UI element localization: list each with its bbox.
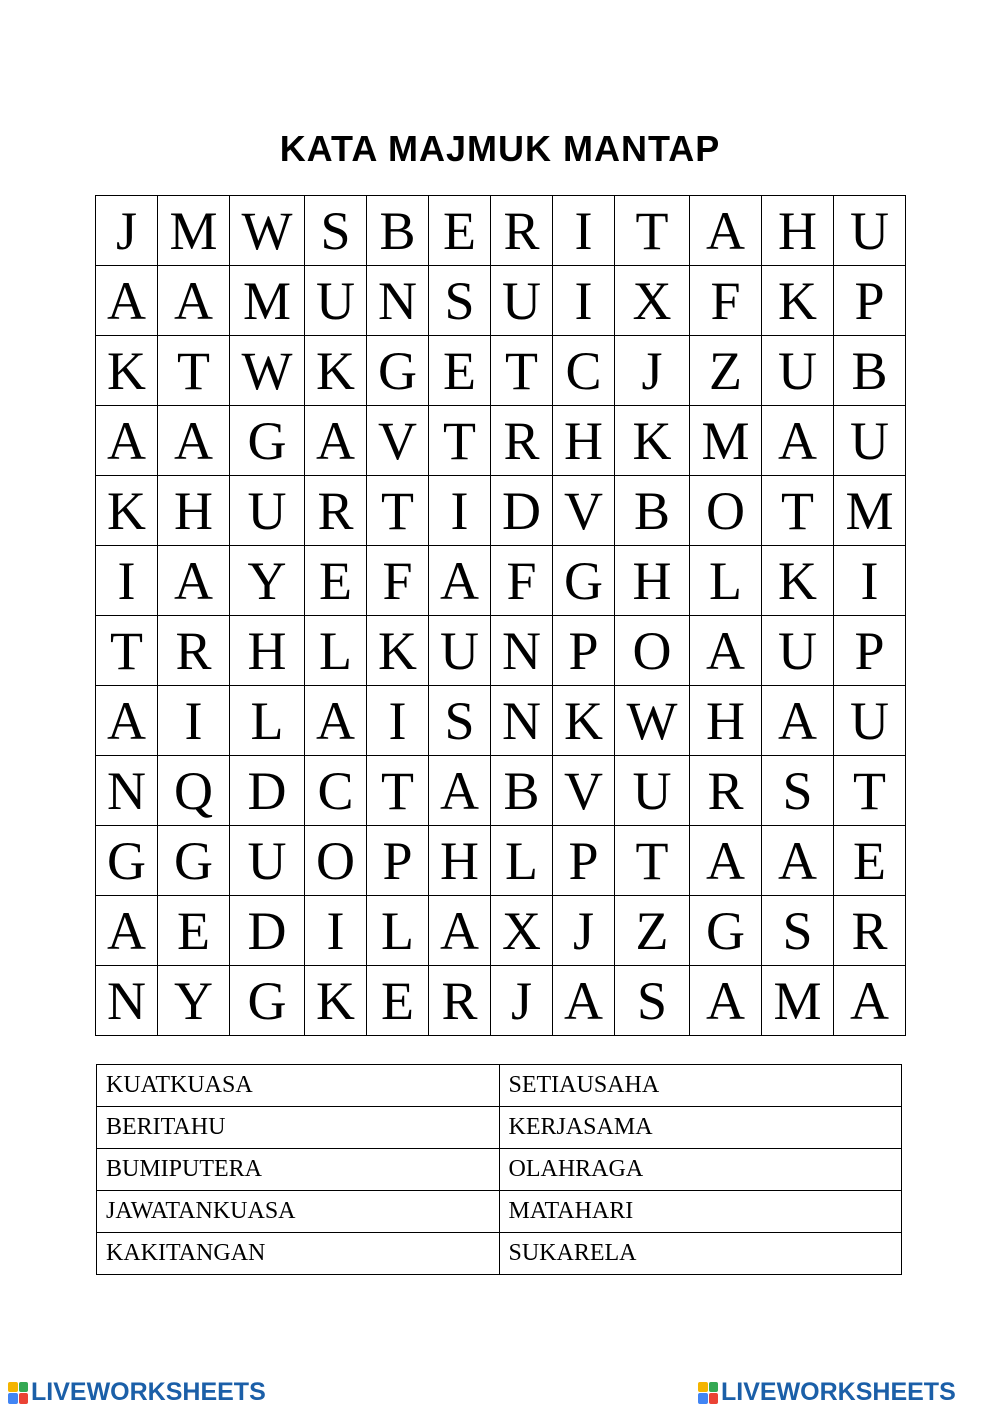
grid-letter-cell[interactable]: V bbox=[553, 756, 615, 826]
grid-letter-cell[interactable]: F bbox=[690, 266, 762, 336]
grid-letter-cell[interactable]: L bbox=[305, 616, 367, 686]
grid-letter-cell[interactable]: T bbox=[491, 336, 553, 406]
grid-letter-cell[interactable]: A bbox=[762, 826, 834, 896]
grid-letter-cell[interactable]: U bbox=[230, 826, 305, 896]
grid-letter-cell[interactable]: T bbox=[615, 196, 690, 266]
grid-letter-cell[interactable]: A bbox=[305, 686, 367, 756]
grid-letter-cell[interactable]: R bbox=[834, 896, 906, 966]
grid-letter-cell[interactable]: R bbox=[690, 756, 762, 826]
grid-letter-cell[interactable]: Q bbox=[158, 756, 230, 826]
grid-letter-cell[interactable]: H bbox=[553, 406, 615, 476]
grid-letter-cell[interactable]: A bbox=[305, 406, 367, 476]
grid-letter-cell[interactable]: B bbox=[491, 756, 553, 826]
brand-text: LIVEWORKSHEETS bbox=[721, 1378, 956, 1406]
grid-letter-cell[interactable]: A bbox=[96, 266, 158, 336]
grid-letter-cell[interactable]: U bbox=[305, 266, 367, 336]
grid-row bbox=[96, 756, 906, 826]
grid-letter-cell[interactable]: H bbox=[615, 546, 690, 616]
grid-letter-cell[interactable]: T bbox=[367, 756, 429, 826]
grid-letter-cell[interactable]: I bbox=[158, 686, 230, 756]
word-list-row bbox=[97, 1107, 902, 1149]
grid-letter-cell[interactable]: A bbox=[158, 406, 230, 476]
grid-letter-cell[interactable]: U bbox=[491, 266, 553, 336]
grid-row bbox=[96, 476, 906, 546]
grid-letter-cell[interactable]: I bbox=[553, 196, 615, 266]
grid-letter-cell[interactable]: F bbox=[367, 546, 429, 616]
grid-letter-cell[interactable]: K bbox=[762, 266, 834, 336]
grid-letter-cell[interactable]: V bbox=[553, 476, 615, 546]
grid-letter-cell[interactable]: I bbox=[553, 266, 615, 336]
word-list-row bbox=[97, 1065, 902, 1107]
grid-letter-cell[interactable]: N bbox=[96, 966, 158, 1036]
grid-letter-cell[interactable]: M bbox=[230, 266, 305, 336]
word-list-item: BUMIPUTERA bbox=[97, 1149, 500, 1191]
grid-letter-cell[interactable]: B bbox=[615, 476, 690, 546]
grid-letter-cell[interactable]: T bbox=[615, 826, 690, 896]
grid-letter-cell[interactable]: J bbox=[96, 196, 158, 266]
grid-letter-cell[interactable]: A bbox=[96, 896, 158, 966]
grid-letter-cell[interactable]: M bbox=[158, 196, 230, 266]
grid-letter-cell[interactable]: I bbox=[367, 686, 429, 756]
grid-letter-cell[interactable]: H bbox=[158, 476, 230, 546]
liveworksheets-logo-icon bbox=[8, 1382, 28, 1404]
footer-brand-left[interactable] bbox=[8, 1378, 266, 1407]
grid-letter-cell[interactable]: S bbox=[762, 896, 834, 966]
grid-letter-cell[interactable]: G bbox=[230, 966, 305, 1036]
grid-letter-cell[interactable]: K bbox=[96, 336, 158, 406]
grid-letter-cell[interactable]: G bbox=[690, 896, 762, 966]
grid-letter-cell[interactable]: U bbox=[230, 476, 305, 546]
grid-letter-cell[interactable]: U bbox=[762, 336, 834, 406]
grid-letter-cell[interactable]: K bbox=[305, 966, 367, 1036]
grid-letter-cell[interactable]: S bbox=[615, 966, 690, 1036]
grid-letter-cell[interactable]: N bbox=[491, 686, 553, 756]
grid-letter-cell[interactable]: E bbox=[429, 336, 491, 406]
grid-letter-cell[interactable]: Y bbox=[230, 546, 305, 616]
grid-letter-cell[interactable]: E bbox=[367, 966, 429, 1036]
word-list-item: JAWATANKUASA bbox=[97, 1191, 500, 1233]
grid-letter-cell[interactable]: T bbox=[96, 616, 158, 686]
grid-letter-cell[interactable]: W bbox=[230, 196, 305, 266]
grid-letter-cell[interactable]: E bbox=[834, 826, 906, 896]
grid-letter-cell[interactable]: M bbox=[690, 406, 762, 476]
grid-letter-cell[interactable]: S bbox=[305, 196, 367, 266]
grid-letter-cell[interactable]: T bbox=[762, 476, 834, 546]
grid-letter-cell[interactable]: D bbox=[230, 756, 305, 826]
grid-letter-cell[interactable]: D bbox=[230, 896, 305, 966]
footer-brand-right[interactable] bbox=[698, 1378, 956, 1407]
grid-letter-cell[interactable]: A bbox=[690, 826, 762, 896]
grid-letter-cell[interactable]: I bbox=[305, 896, 367, 966]
grid-letter-cell[interactable]: O bbox=[690, 476, 762, 546]
grid-letter-cell[interactable]: H bbox=[762, 196, 834, 266]
grid-letter-cell[interactable]: E bbox=[158, 896, 230, 966]
grid-letter-cell[interactable]: N bbox=[96, 756, 158, 826]
grid-letter-cell[interactable]: A bbox=[553, 966, 615, 1036]
grid-letter-cell[interactable]: R bbox=[491, 196, 553, 266]
grid-row bbox=[96, 336, 906, 406]
grid-letter-cell[interactable]: T bbox=[834, 756, 906, 826]
word-list-item: OLAHRAGA bbox=[499, 1149, 902, 1191]
grid-letter-cell[interactable]: A bbox=[96, 686, 158, 756]
word-list-item: KAKITANGAN bbox=[97, 1233, 500, 1275]
grid-letter-cell[interactable]: W bbox=[230, 336, 305, 406]
grid-letter-cell[interactable]: U bbox=[429, 616, 491, 686]
grid-letter-cell[interactable]: S bbox=[429, 266, 491, 336]
grid-row bbox=[96, 266, 906, 336]
grid-letter-cell[interactable]: X bbox=[491, 896, 553, 966]
grid-letter-cell[interactable]: Y bbox=[158, 966, 230, 1036]
grid-letter-cell[interactable]: P bbox=[834, 266, 906, 336]
grid-letter-cell[interactable]: C bbox=[553, 336, 615, 406]
grid-letter-cell[interactable]: X bbox=[615, 266, 690, 336]
grid-letter-cell[interactable]: P bbox=[553, 616, 615, 686]
grid-letter-cell[interactable]: A bbox=[690, 616, 762, 686]
grid-letter-cell[interactable]: K bbox=[367, 616, 429, 686]
grid-letter-cell[interactable]: U bbox=[762, 616, 834, 686]
grid-letter-cell[interactable]: P bbox=[834, 616, 906, 686]
grid-letter-cell[interactable]: U bbox=[834, 196, 906, 266]
word-list-row bbox=[97, 1191, 902, 1233]
grid-letter-cell[interactable]: G bbox=[230, 406, 305, 476]
word-list-row bbox=[97, 1149, 902, 1191]
grid-letter-cell[interactable]: Z bbox=[690, 336, 762, 406]
grid-letter-cell[interactable]: I bbox=[96, 546, 158, 616]
grid-row bbox=[96, 966, 906, 1036]
grid-letter-cell[interactable]: J bbox=[491, 966, 553, 1036]
grid-letter-cell[interactable]: K bbox=[553, 686, 615, 756]
word-list-row bbox=[97, 1233, 902, 1275]
grid-letter-cell[interactable]: T bbox=[367, 476, 429, 546]
word-list-item: BERITAHU bbox=[97, 1107, 500, 1149]
word-list bbox=[96, 1064, 902, 1275]
grid-letter-cell[interactable]: P bbox=[367, 826, 429, 896]
grid-letter-cell[interactable]: K bbox=[762, 546, 834, 616]
grid-letter-cell[interactable]: A bbox=[96, 406, 158, 476]
grid-row bbox=[96, 406, 906, 476]
grid-letter-cell[interactable]: P bbox=[553, 826, 615, 896]
grid-letter-cell[interactable]: G bbox=[553, 546, 615, 616]
grid-row bbox=[96, 896, 906, 966]
grid-row bbox=[96, 616, 906, 686]
grid-letter-cell[interactable]: O bbox=[615, 616, 690, 686]
grid-letter-cell[interactable]: A bbox=[762, 406, 834, 476]
grid-letter-cell[interactable]: D bbox=[491, 476, 553, 546]
grid-letter-cell[interactable]: N bbox=[491, 616, 553, 686]
grid-letter-cell[interactable]: A bbox=[762, 686, 834, 756]
grid-letter-cell[interactable]: L bbox=[367, 896, 429, 966]
word-list-item: KUATKUASA bbox=[97, 1065, 500, 1107]
grid-letter-cell[interactable]: W bbox=[615, 686, 690, 756]
grid-letter-cell[interactable]: N bbox=[367, 266, 429, 336]
grid-letter-cell[interactable]: J bbox=[615, 336, 690, 406]
grid-letter-cell[interactable]: A bbox=[429, 546, 491, 616]
grid-letter-cell[interactable]: I bbox=[429, 476, 491, 546]
grid-letter-cell[interactable]: A bbox=[429, 756, 491, 826]
grid-letter-cell[interactable]: G bbox=[158, 826, 230, 896]
brand-text: LIVEWORKSHEETS bbox=[31, 1378, 266, 1406]
grid-letter-cell[interactable]: L bbox=[690, 546, 762, 616]
grid-row bbox=[96, 686, 906, 756]
grid-letter-cell[interactable]: K bbox=[305, 336, 367, 406]
grid-letter-cell[interactable]: L bbox=[230, 686, 305, 756]
grid-letter-cell[interactable]: L bbox=[491, 826, 553, 896]
grid-letter-cell[interactable]: V bbox=[367, 406, 429, 476]
grid-letter-cell[interactable]: R bbox=[429, 966, 491, 1036]
grid-letter-cell[interactable]: K bbox=[96, 476, 158, 546]
grid-letter-cell[interactable]: A bbox=[690, 966, 762, 1036]
grid-letter-cell[interactable]: A bbox=[158, 266, 230, 336]
grid-letter-cell[interactable]: Z bbox=[615, 896, 690, 966]
liveworksheets-logo-icon bbox=[698, 1382, 718, 1404]
grid-letter-cell[interactable]: T bbox=[429, 406, 491, 476]
grid-letter-cell[interactable]: T bbox=[158, 336, 230, 406]
grid-letter-cell[interactable]: M bbox=[834, 476, 906, 546]
grid-letter-cell[interactable]: C bbox=[305, 756, 367, 826]
grid-letter-cell[interactable]: A bbox=[834, 966, 906, 1036]
grid-row bbox=[96, 546, 906, 616]
grid-letter-cell[interactable]: A bbox=[158, 546, 230, 616]
grid-letter-cell[interactable]: S bbox=[762, 756, 834, 826]
grid-letter-cell[interactable]: K bbox=[615, 406, 690, 476]
grid-letter-cell[interactable]: I bbox=[834, 546, 906, 616]
grid-letter-cell[interactable]: G bbox=[367, 336, 429, 406]
grid-letter-cell[interactable]: B bbox=[834, 336, 906, 406]
grid-letter-cell[interactable]: U bbox=[615, 756, 690, 826]
grid-letter-cell[interactable]: M bbox=[762, 966, 834, 1036]
grid-letter-cell[interactable]: R bbox=[158, 616, 230, 686]
grid-row bbox=[96, 826, 906, 896]
worksheet-title: KATA MAJMUK MANTAP bbox=[279, 128, 721, 169]
word-list-item: KERJASAMA bbox=[499, 1107, 902, 1149]
grid-letter-cell[interactable]: O bbox=[305, 826, 367, 896]
grid-letter-cell[interactable]: F bbox=[491, 546, 553, 616]
grid-letter-cell[interactable]: U bbox=[834, 406, 906, 476]
grid-letter-cell[interactable]: E bbox=[305, 546, 367, 616]
grid-letter-cell[interactable]: G bbox=[96, 826, 158, 896]
grid-letter-cell[interactable]: R bbox=[491, 406, 553, 476]
grid-letter-cell[interactable]: J bbox=[553, 896, 615, 966]
grid-letter-cell[interactable]: U bbox=[834, 686, 906, 756]
grid-letter-cell[interactable]: A bbox=[429, 896, 491, 966]
word-list-item: SETIAUSAHA bbox=[499, 1065, 902, 1107]
grid-letter-cell[interactable]: R bbox=[305, 476, 367, 546]
grid-letter-cell[interactable]: E bbox=[429, 196, 491, 266]
grid-letter-cell[interactable]: A bbox=[690, 196, 762, 266]
grid-row bbox=[96, 196, 906, 266]
grid-letter-cell[interactable]: S bbox=[429, 686, 491, 756]
grid-letter-cell[interactable]: H bbox=[690, 686, 762, 756]
word-search-grid bbox=[95, 195, 906, 1036]
grid-letter-cell[interactable]: H bbox=[230, 616, 305, 686]
word-list-item: MATAHARI bbox=[499, 1191, 902, 1233]
grid-letter-cell[interactable]: B bbox=[367, 196, 429, 266]
grid-letter-cell[interactable]: H bbox=[429, 826, 491, 896]
word-list-item: SUKARELA bbox=[499, 1233, 902, 1275]
